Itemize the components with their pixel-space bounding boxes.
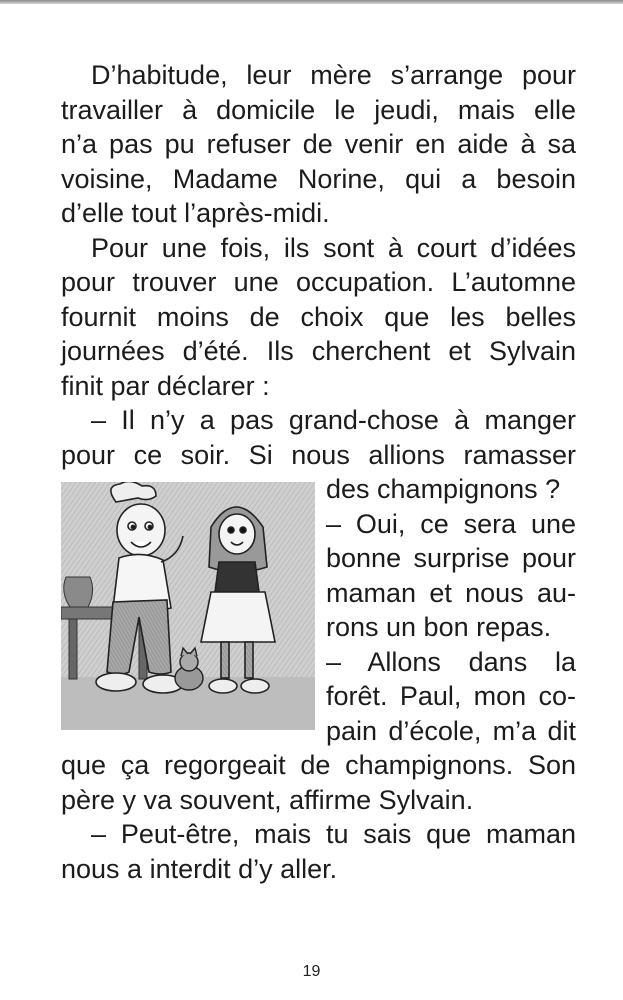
text-line: finit par déclarer : [61, 370, 270, 401]
text-line: maman et nous au- [326, 577, 576, 608]
text-line: journées d’été. Ils cherchent et Sylvain [61, 336, 576, 366]
text-line: forêt. Paul, mon co- [326, 681, 576, 711]
text-line: Pour une fois, ils sont à court d’idées [91, 232, 576, 263]
text-line: pour trouver une occupation. L’automne [61, 267, 576, 297]
text-line: D’habitude, leur mère s’arrange pour [91, 60, 576, 90]
page-number: 19 [302, 963, 321, 980]
text-line: – Allons dans la [326, 646, 576, 677]
text-line: voisine, Madame Norine, qui a besoin [61, 163, 576, 194]
text-line: – Peut-être, mais tu sais que maman [91, 819, 576, 849]
text-line: pour ce soir. Si nous allions ramasser [61, 439, 576, 470]
text-line: – Il n’y a pas grand-chose à manger [91, 405, 576, 435]
text-line: rons un bon repas. [326, 612, 552, 642]
text-line: fournit moins de choix que les belles [61, 301, 576, 332]
text-line: n’a pas pu refuser de venir en aide à sa [61, 129, 576, 159]
story-illustration [61, 482, 315, 730]
top-border [0, 0, 623, 4]
text-line: d’elle tout l’après-midi. [61, 198, 330, 228]
text-line: bonne surprise pour [326, 543, 576, 573]
text-line: père y va souvent, affirme Sylvain. [61, 784, 474, 815]
children-drawing [61, 482, 315, 730]
text-line: des champignons ? [326, 474, 561, 504]
text-line: que ça regorgeait de champignons. Son [61, 750, 576, 780]
text-line: – Oui, ce sera une [326, 508, 576, 539]
text-line: travailler à domicile le jeudi, mais elle [61, 94, 576, 125]
text-line: nous a interdit d’y aller. [61, 853, 338, 884]
text-line: pain d’école, m’a dit [326, 715, 576, 746]
story-text [61, 58, 576, 886]
